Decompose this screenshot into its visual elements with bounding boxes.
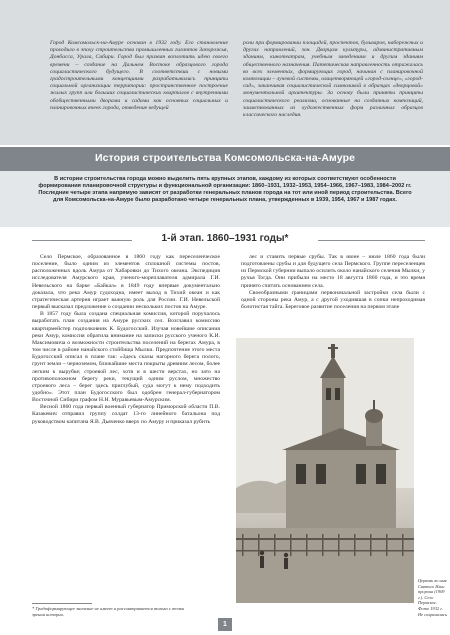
intro-panel bbox=[0, 0, 450, 145]
footnote: * Градоформирующее значение не имеет и рассматривается только с точки зрения истории. bbox=[32, 606, 185, 617]
lead-panel bbox=[0, 171, 450, 227]
stage-title: 1-й этап. 1860–1931 годы* bbox=[161, 233, 289, 244]
paragraph: В 1857 году была создана специальная комиссия, которой поручалось выработать план создания на Амуре русских сел. Возглавил комиссию квартирмейстер подполковник К. Будогосский. Изучая новейшие описания реки Амур, комиссия обратила внимание на записки русского ученого К.И. Максимовича о возможности строительства поселений на берегах Амура, в том числе в районе нанайского стойбища Мылки. Предпочтение этого места Будогосский описал в плане так: «Здесь скалы нагорного берега полого, грунт земли – черноземом, ближайшие места покрыты древним лесом, более легким к вырубке; строевой лес, хотя и в шести верстах, но зато на противоположном берегу реки, текущий одним руслом, множество строевого леса – берег здесь приглубый, суда могут к нему подходить удобно». Этот план Будогосского был одобрен генерал-губернатором Восточной Сибири графом Н.Н. Муравьевым-Амурским. bbox=[32, 311, 220, 404]
section-title: История строительства Комсомольска-на-Амуре bbox=[94, 152, 356, 164]
church-illustration bbox=[236, 338, 414, 603]
footnote-divider bbox=[32, 603, 92, 604]
photo-caption: Церковь во имя Святого Ильи пророка (1909 г.). Село Пермское. Фото 1932 г. Не сохранилась bbox=[418, 578, 447, 617]
body-column-right bbox=[241, 254, 425, 311]
intro-text-left: Город Комсомольск-на-Амуре основан в 1932 году. Его становление проходило в эпоху строительства промышленных гигантов Запорожья, Донбасса, Урала, Сибири. Город был призван воплотить идею своего времени – создание на Дальнем Востоке образцового города социалистического будущего. В соответствии с новыми градостроительными концепциями разрабатывались принципы социальной организации территории: пространственное построение жилых групп или больших социалистических кварталов с внутренними обобщественными дворами и садами как основных социальных и планировочных ячеек города, отведение ведущей bbox=[50, 40, 228, 111]
stage-rule-right bbox=[318, 240, 425, 241]
paragraph: Весной 1860 года первый военный губернатор Приморской области П.В. Казакевич отправил группу солдат 13-го линейного батальона под руководством капитана Я.В. Дьяченко вверх по Амуру и приказал рубить bbox=[32, 404, 220, 425]
page-number: 1 bbox=[218, 618, 232, 631]
paragraph: лес и ставить первые срубы. Так в июне – июле 1860 года были подготовлены срубы и для будущего села Пермского. Группе переселенцев из Пермской губернии выпало осилить около нанайского селения Мылки, у ручья Тогда. Они прибыли на место 18 августа 1860 года, и это время принято считать основанием села. bbox=[241, 254, 425, 289]
paragraph: Село Пермское, образованное в 1860 году как переселенческое поселение, было одним из элементов сплошной системы постов, расположенных вдоль Амура от Хабаровки до Тихого океана. Экспедиция исследователя Амурского края, ученого-мореплавателя адмирала Г.И. Невельского на барке «Байкал» в 1849 году впервые документально доказала, что река Амур судоходна, имеет выход в Тихий океан и как стратегическая артерия играет важную роль для России. Г.И. Невельской первый высказал предложение о создании нескольких постов на Амуре. bbox=[32, 254, 220, 311]
body-column-left bbox=[32, 254, 220, 426]
intro-text-right: роли при формировании площадей, проспектов, бульваров, набережных и других направлений, зон. Дворцам культуры, административным зданиям, кинотеатрам, учебным заведениям и другим зданиям общественного назначения. Патетическая направленность отражалась во всех элементах, формирующих город, начиная с планировочной композиции – лучевой системы, олицетворяющей «город-солнце», «город-сад», заканчивая социалистической символикой в образцах «дворцовой» монументальной архитектуры. За основу были приняты принципы социалистического реализма, основанные на созданных композиций, заимствованных из художественных форм различных образцов классического наследия. bbox=[243, 40, 423, 119]
church-photo bbox=[236, 338, 414, 603]
paragraph: Своеобразными границами первоначальной застройки села были с одной стороны река Амур, а с другой уходившая в сопки непроходимая болотистая тайга. Береговое развитие поселения на первом этапе bbox=[241, 289, 425, 311]
section-banner bbox=[0, 147, 450, 171]
lead-text: В истории строительства города можно выделить пять крупных этапов, каждому из которых соответствуют особенности формирования планировочной структуры и функциональной организации: 1860–1931, 1932–1953, 1954–1966, 1967–1983, 1984–2002 гг. Последние четыре этапа напрямую зависят от разработки генеральных планов города на тот или иной период строительства. Всего для Комсомольска-на-Амуре было разработано четыре генеральных плана, утвержденных в 1939, 1954, 1967 и 1987 годах. bbox=[38, 176, 412, 204]
